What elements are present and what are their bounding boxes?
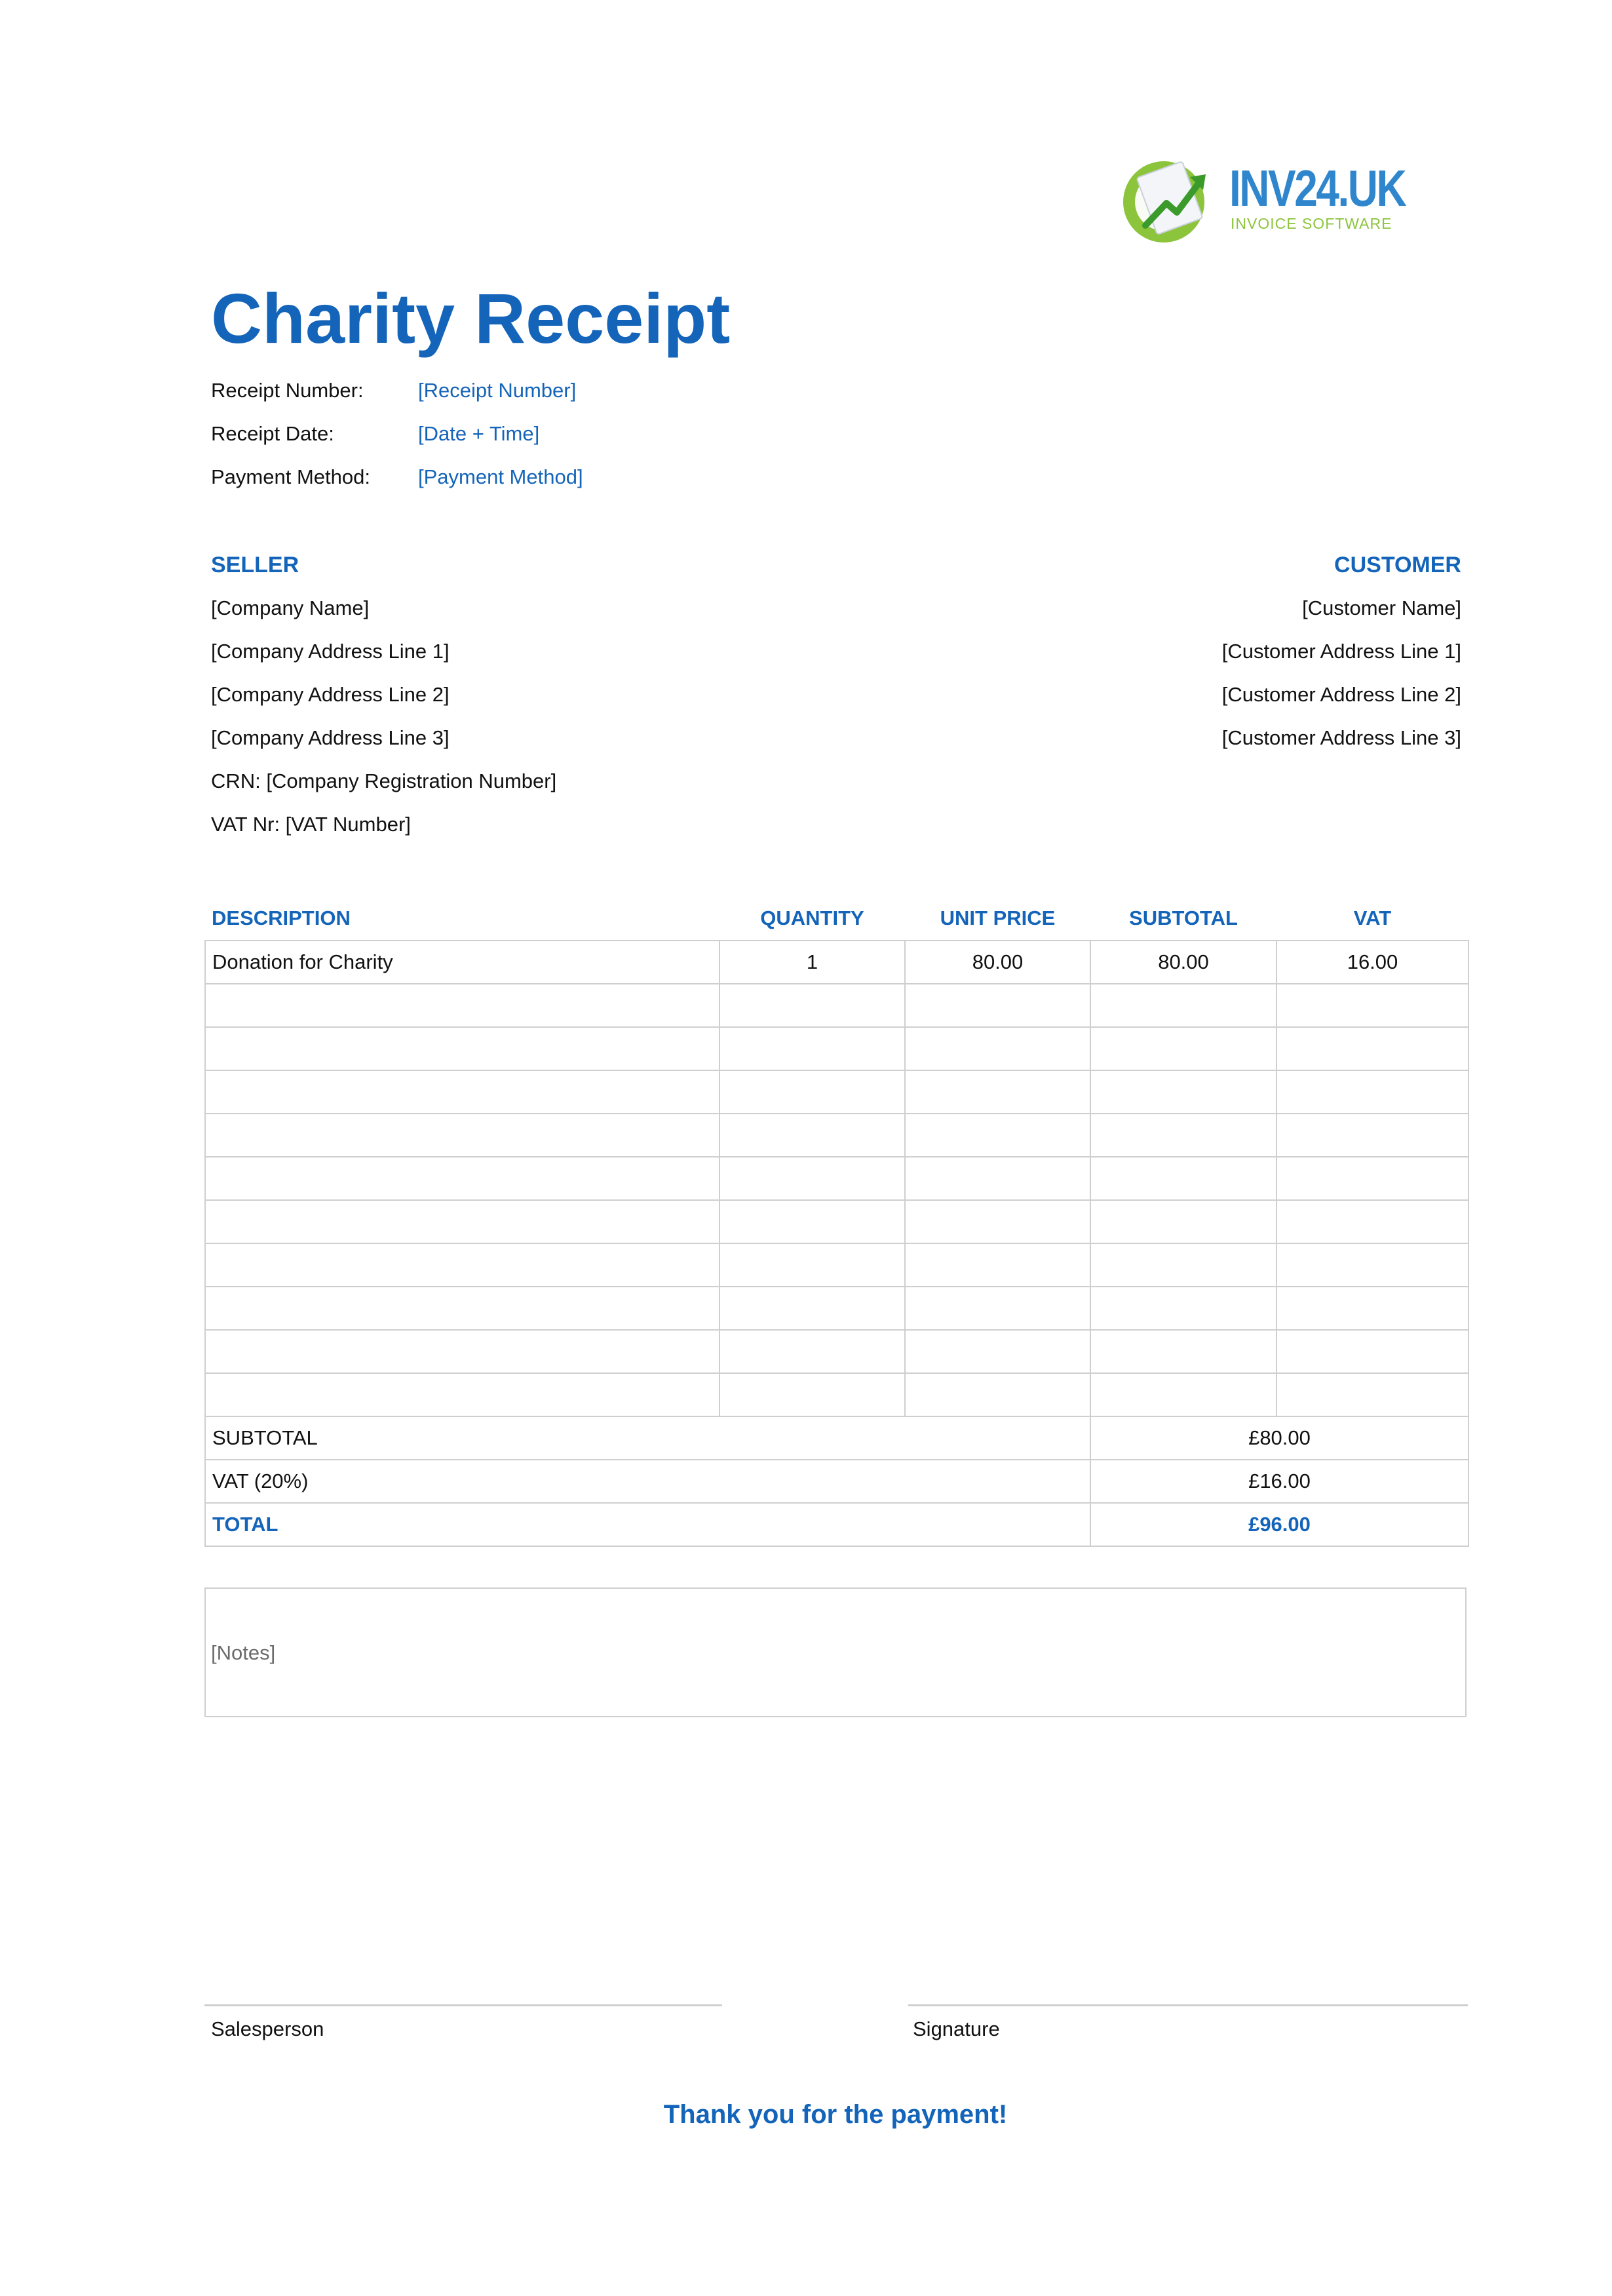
- empty-cell: [1090, 1200, 1276, 1243]
- thank-you-message: Thank you for the payment!: [663, 2100, 1008, 2129]
- seller-line: [Company Address Line 3]: [211, 726, 450, 749]
- total-row: [205, 1503, 1468, 1546]
- signature-label: Signature: [913, 2017, 1000, 2040]
- cell-unit-price: 80.00: [905, 941, 1090, 984]
- empty-cell: [905, 984, 1090, 1027]
- payment-method-value: [Payment Method]: [418, 465, 583, 488]
- empty-cell: [720, 1243, 905, 1287]
- empty-cell: [1276, 1157, 1468, 1200]
- empty-cell: [720, 1330, 905, 1373]
- seller-heading: SELLER: [211, 553, 299, 577]
- empty-cell: [1276, 1330, 1468, 1373]
- empty-cell: [1090, 1027, 1276, 1070]
- empty-cell: [205, 1243, 720, 1287]
- customer-line: [Customer Address Line 1]: [1221, 640, 1461, 663]
- receipt-date-label: Receipt Date:: [211, 422, 334, 445]
- empty-cell: [205, 984, 720, 1027]
- table-row: [205, 941, 1468, 984]
- cell-quantity: 1: [720, 941, 905, 984]
- vat-row: [205, 1460, 1468, 1503]
- page-title: Charity Receipt: [211, 279, 731, 358]
- receipt-number-value: [Receipt Number]: [418, 379, 577, 402]
- empty-cell: [720, 1070, 905, 1114]
- table-header-row: [205, 897, 1468, 941]
- empty-cell: [905, 1373, 1090, 1416]
- notes-box: [204, 1587, 1467, 1717]
- column-header-subtotal: SUBTOTAL: [1129, 906, 1238, 929]
- empty-cell: [205, 1287, 720, 1330]
- empty-cell: [720, 1114, 905, 1157]
- empty-cell: [205, 1114, 720, 1157]
- empty-cell: [720, 1200, 905, 1243]
- salesperson-signature-line: [204, 2004, 722, 2006]
- seller-line: CRN: [Company Registration Number]: [211, 769, 557, 792]
- table-row-empty: [205, 1157, 1468, 1200]
- empty-cell: [905, 1330, 1090, 1373]
- empty-cell: [1276, 1287, 1468, 1330]
- empty-cell: [205, 1027, 720, 1070]
- table-row-empty: [205, 1373, 1468, 1416]
- customer-line: [Customer Address Line 3]: [1221, 726, 1461, 749]
- table-row-empty: [205, 1027, 1468, 1070]
- empty-cell: [1276, 1070, 1468, 1114]
- table-row-empty: [205, 1114, 1468, 1157]
- table-row-empty: [205, 1070, 1468, 1114]
- empty-cell: [1276, 1373, 1468, 1416]
- cell-description: Donation for Charity: [205, 941, 720, 984]
- empty-cell: [720, 1287, 905, 1330]
- subtotal-value: £80.00: [1090, 1416, 1468, 1460]
- customer-line: [Customer Address Line 2]: [1221, 683, 1461, 706]
- salesperson-label: Salesperson: [211, 2017, 324, 2040]
- customer-line: [Customer Name]: [1302, 596, 1461, 619]
- empty-cell: [905, 1287, 1090, 1330]
- empty-cell: [720, 1373, 905, 1416]
- logo-wordmark: INV24.UK: [1229, 159, 1406, 217]
- subtotal-row: [205, 1416, 1468, 1460]
- receipt-date-value: [Date + Time]: [418, 422, 540, 445]
- empty-cell: [1276, 984, 1468, 1027]
- empty-cell: [720, 1157, 905, 1200]
- empty-cell: [205, 1157, 720, 1200]
- empty-cell: [1090, 1157, 1276, 1200]
- empty-cell: [905, 1070, 1090, 1114]
- empty-cell: [1276, 1114, 1468, 1157]
- cell-subtotal: 80.00: [1090, 941, 1276, 984]
- receipt-number-label: Receipt Number:: [211, 379, 364, 402]
- empty-cell: [205, 1330, 720, 1373]
- empty-cell: [905, 1200, 1090, 1243]
- empty-cell: [905, 1157, 1090, 1200]
- payment-method-label: Payment Method:: [211, 465, 370, 488]
- signature-line: [908, 2004, 1468, 2006]
- seller-line: [Company Address Line 2]: [211, 683, 450, 706]
- empty-cell: [1090, 1114, 1276, 1157]
- table-row-empty: [205, 1330, 1468, 1373]
- cell-vat: 16.00: [1276, 941, 1468, 984]
- seller-line: [Company Address Line 1]: [211, 640, 450, 663]
- empty-cell: [1090, 1243, 1276, 1287]
- empty-cell: [1090, 1330, 1276, 1373]
- empty-cell: [205, 1200, 720, 1243]
- column-header-description: DESCRIPTION: [212, 906, 351, 929]
- empty-cell: [1090, 1287, 1276, 1330]
- empty-cell: [1276, 1243, 1468, 1287]
- items-table: [204, 897, 1469, 1547]
- table-row-empty: [205, 1200, 1468, 1243]
- empty-cell: [1276, 1027, 1468, 1070]
- column-header-vat: VAT: [1353, 906, 1392, 929]
- empty-cell: [1276, 1200, 1468, 1243]
- table-row-empty: [205, 1243, 1468, 1287]
- column-header-quantity: QUANTITY: [760, 906, 864, 929]
- total-label: TOTAL: [205, 1503, 1090, 1546]
- table-row-empty: [205, 984, 1468, 1027]
- column-header-unit-price: UNIT PRICE: [940, 906, 1056, 929]
- empty-cell: [205, 1373, 720, 1416]
- vat-label: VAT (20%): [205, 1460, 1090, 1503]
- empty-cell: [905, 1027, 1090, 1070]
- vat-value: £16.00: [1090, 1460, 1468, 1503]
- subtotal-label: SUBTOTAL: [205, 1416, 1090, 1460]
- seller-line: [Company Name]: [211, 596, 370, 619]
- empty-cell: [720, 1027, 905, 1070]
- table-row-empty: [205, 1287, 1468, 1330]
- empty-cell: [205, 1070, 720, 1114]
- seller-line: VAT Nr: [VAT Number]: [211, 813, 411, 836]
- empty-cell: [1090, 1070, 1276, 1114]
- notes-text: [Notes]: [211, 1641, 276, 1664]
- logo-tagline: INVOICE SOFTWARE: [1231, 215, 1392, 232]
- empty-cell: [905, 1114, 1090, 1157]
- empty-cell: [1090, 1373, 1276, 1416]
- empty-cell: [720, 984, 905, 1027]
- total-value: £96.00: [1090, 1503, 1468, 1546]
- customer-heading: CUSTOMER: [1334, 553, 1461, 577]
- empty-cell: [905, 1243, 1090, 1287]
- empty-cell: [1090, 984, 1276, 1027]
